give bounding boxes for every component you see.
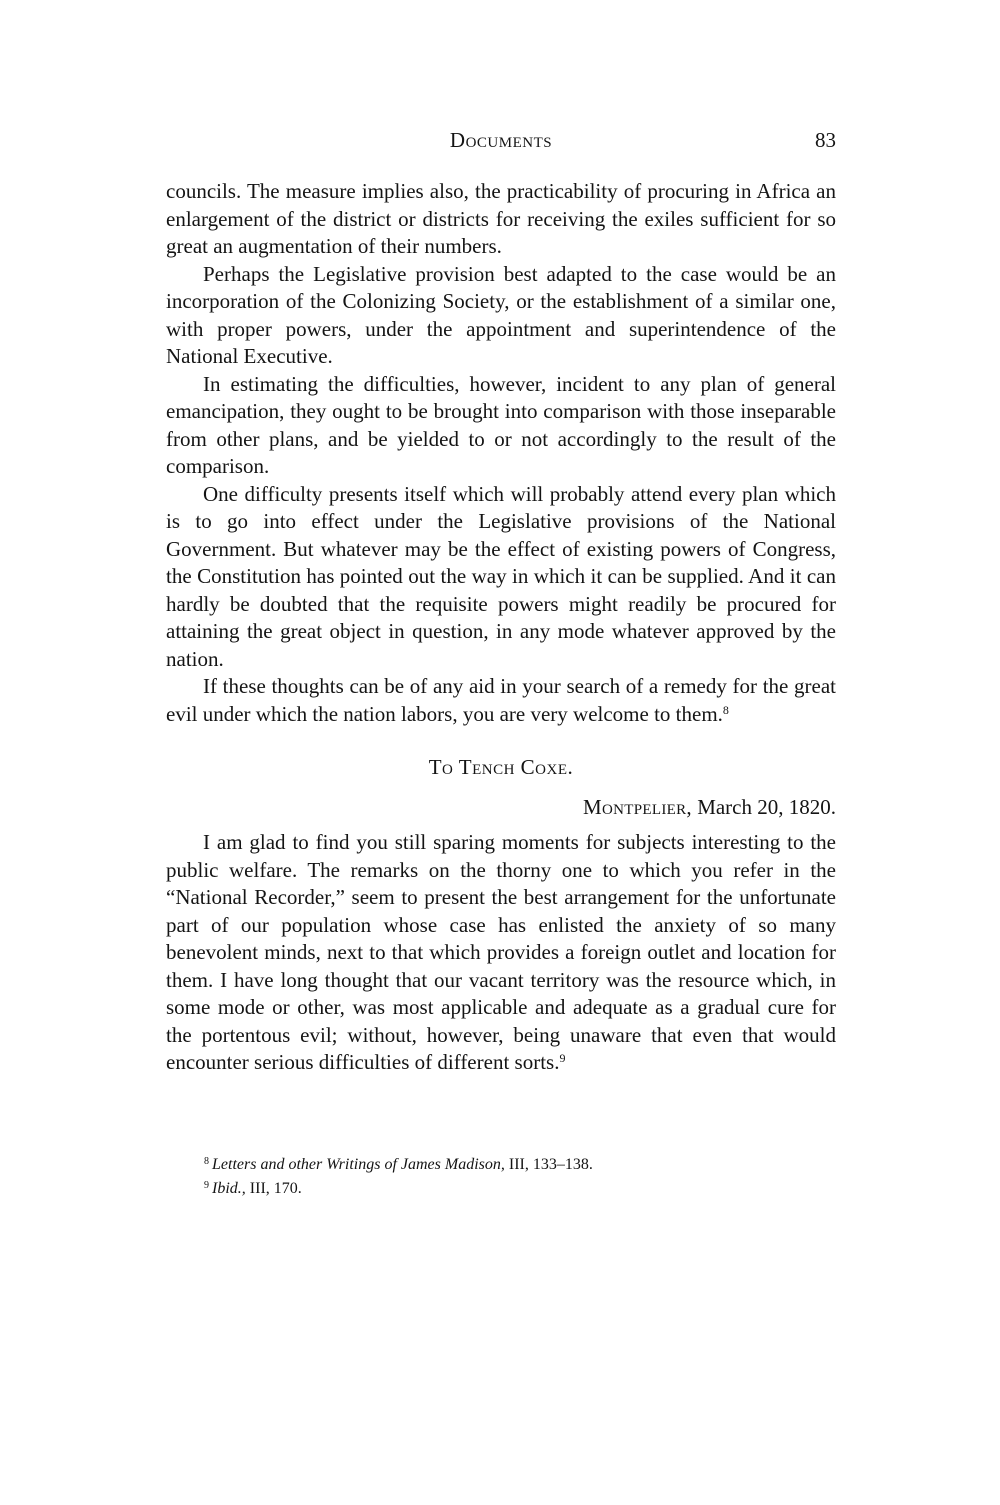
footnote-citation: III, 170. (245, 1180, 302, 1197)
footnote-citation: III, 133–138. (504, 1156, 593, 1173)
paragraph-one-difficulty: One difficulty presents itself which will probably attend every plan which is to go into effect under the Legislative provisions of the National Government. But whatever may be the effect of existing powers of Congress, the Constitution has pointed out the way in which it can be supplied. And it can hardly be doubted that the requisite powers might readily be procured for attaining the great object in question, in any mode whatever approved by the nation. (166, 481, 836, 671)
paragraph-legislative-provision: Perhaps the Legislative provision best adapted to the case would be an incorporation of the Colonizing Society, or the establishment of a similar one, with proper powers, under the appointment and superintendence of the National Executive. (166, 261, 836, 368)
paragraph-estimating-difficulties: In estimating the difficulties, however, incident to any plan of general emancipation, they ought to be brought into comparison with those inseparable from other plans, and be yielded to or not accordingly to the result of the comparison. (166, 371, 836, 478)
letter-heading: To Tench Coxe. (428, 755, 574, 779)
paragraph-continuation: councils. The measure implies also, the practicability of procuring in Africa an enlargement of the district or districts for receiving the exiles sufficient for so great an augmentation of their numbers. (166, 179, 836, 258)
body-text (166, 178, 836, 1077)
footnote-mark: 8 (204, 1156, 209, 1167)
paragraph-letter (166, 829, 836, 1077)
dateline (166, 794, 836, 822)
closing-text: If these thoughts can be of any aid in your search of a remedy for the great evil under which the nation labors, you are very welcome to them. (166, 674, 836, 726)
footnote-mark: 9 (204, 1180, 209, 1191)
footnote-ref-9[interactable]: 9 (559, 1051, 566, 1065)
footnote-title: Ibid., (212, 1180, 246, 1197)
footnote-9 (204, 1177, 836, 1201)
letter-text: I am glad to find you still sparing moments for subjects interesting to the public welfare. The remarks on the thorny one to which you refer in the “National Recorder,” seem to present the best arrangement for the unfortunate part of our population whose case has enlisted the anxiety of so many benevolent minds, next to that which provides a foreign outlet and location for them. I have long thought that our vacant territory was the resource which, in some mode or other, was most applicable and adequate as a gradual cure for the portentous evil; without, however, being unaware that even that would encounter serious difficulties of different sorts. (166, 830, 836, 1074)
footnote-ref-8[interactable]: 8 (722, 702, 729, 717)
running-head (166, 128, 836, 158)
footnotes (204, 1153, 836, 1201)
footnote-title: Letters and other Writings of James Madison, (212, 1156, 505, 1173)
dateline-place: Montpelier, (583, 794, 692, 819)
page-number: 83 (815, 128, 836, 152)
running-title: Documents (449, 128, 553, 152)
footnote-8 (204, 1153, 836, 1177)
dateline-date: March 20, 1820. (697, 794, 836, 819)
paragraph-closing (166, 673, 836, 728)
